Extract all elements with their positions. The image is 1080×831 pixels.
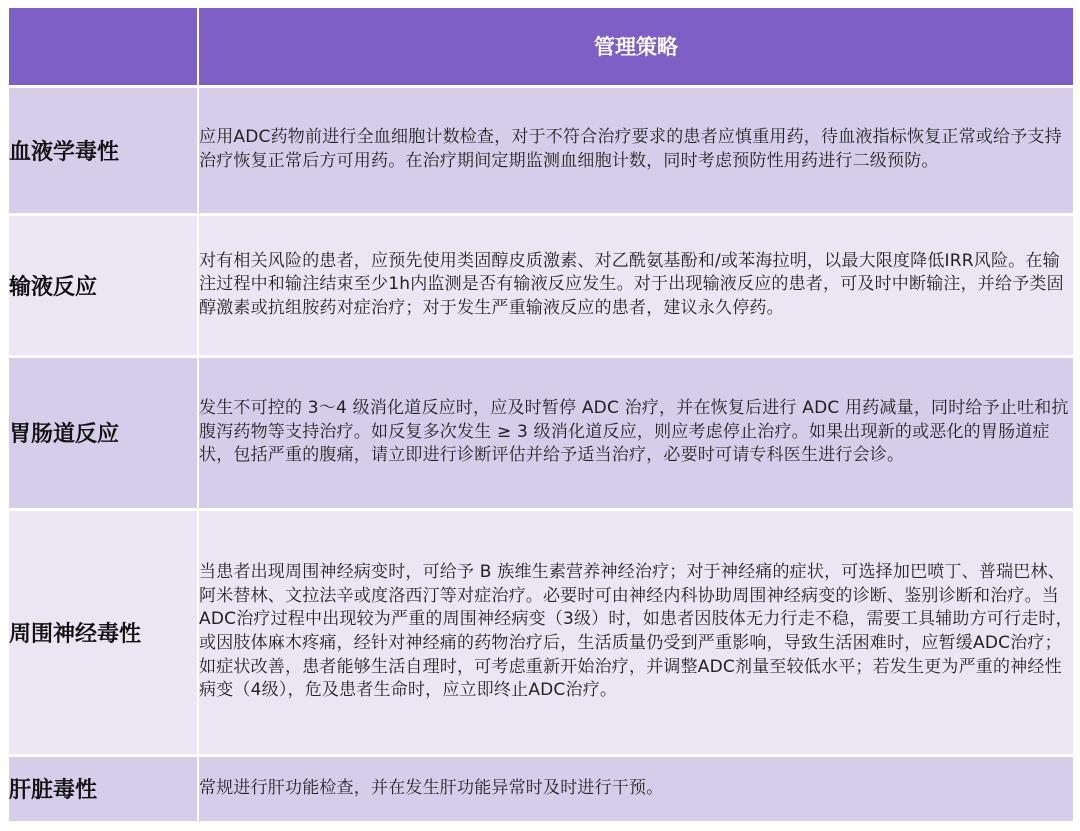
row-text-peripheral-neurotoxicity: 当患者出现周围神经病变时，可给予 B 族维生素营养神经治疗；对于神经痛的症状，可选择加巴喷丁、普瑞巴林、阿米替林、文拉法辛或度洛西汀等对症治疗。必要时可由神经内科协助周围神经病变的诊断、鉴别诊断和治疗。当ADC治疗过程中出现较为严重的周围神经病变（3级）时，如患者因肢体无力行走不稳，需要工具辅助方可行走时，或因肢体麻木疼痛，经针对神经痛的药物治疗后，生活质量仍受到严重影响，导致生活困难时，应暂缓ADC治疗；如症状改善，患者能够生活自理时，可考虑重新开始治疗，并调整ADC剂量至较低水平；若发生更为严重的神经性病变（4级），危及患者生命时，应立即终止ADC治疗。: [198, 509, 1073, 755]
table-header-row: [9, 8, 1073, 86]
table-row: [9, 356, 1073, 509]
row-label-peripheral-neurotoxicity: 周围神经毒性: [9, 509, 198, 755]
table-row: [9, 509, 1073, 755]
table-row: [9, 755, 1073, 821]
table-row: [9, 86, 1073, 214]
row-label-gi-reaction: 胃肠道反应: [9, 356, 198, 509]
management-strategy-table: [9, 8, 1073, 821]
row-label-hematologic-toxicity: 血液学毒性: [9, 86, 198, 214]
row-text-infusion-reaction: 对有相关风险的患者，应预先使用类固醇皮质激素、对乙酰氨基酚和/或苯海拉明，以最大限度降低IRR风险。在输注过程中和输注结束至少1h内监测是否有输液反应发生。对于出现输液反应的患者，可及时中断输注，并给予类固醇激素或抗组胺药对症治疗；对于发生严重输液反应的患者，建议永久停药。: [198, 214, 1073, 356]
row-text-hematologic-toxicity: 应用ADC药物前进行全血细胞计数检查，对于不符合治疗要求的患者应慎重用药，待血液指标恢复正常或给予支持治疗恢复正常后方可用药。在治疗期间定期监测血细胞计数，同时考虑预防性用药进行二级预防。: [198, 86, 1073, 214]
header-corner-cell: [9, 8, 198, 86]
table-row: [9, 214, 1073, 356]
row-text-gi-reaction: 发生不可控的 3～4 级消化道反应时，应及时暂停 ADC 治疗，并在恢复后进行 ADC 用药减量，同时给予止吐和抗腹泻药物等支持治疗。如反复多次发生 ≥ 3 级消化道反应，则应考虑停止治疗。如果出现新的或恶化的胃肠道症状，包括严重的腹痛，请立即进行诊断评估并给予适当治疗，必要时可请专科医生进行会诊。: [198, 356, 1073, 509]
header-title: 管理策略: [198, 8, 1073, 86]
row-label-hepatotoxicity: 肝脏毒性: [9, 755, 198, 821]
row-text-hepatotoxicity: 常规进行肝功能检查，并在发生肝功能异常时及时进行干预。: [198, 755, 1073, 821]
row-label-infusion-reaction: 输液反应: [9, 214, 198, 356]
